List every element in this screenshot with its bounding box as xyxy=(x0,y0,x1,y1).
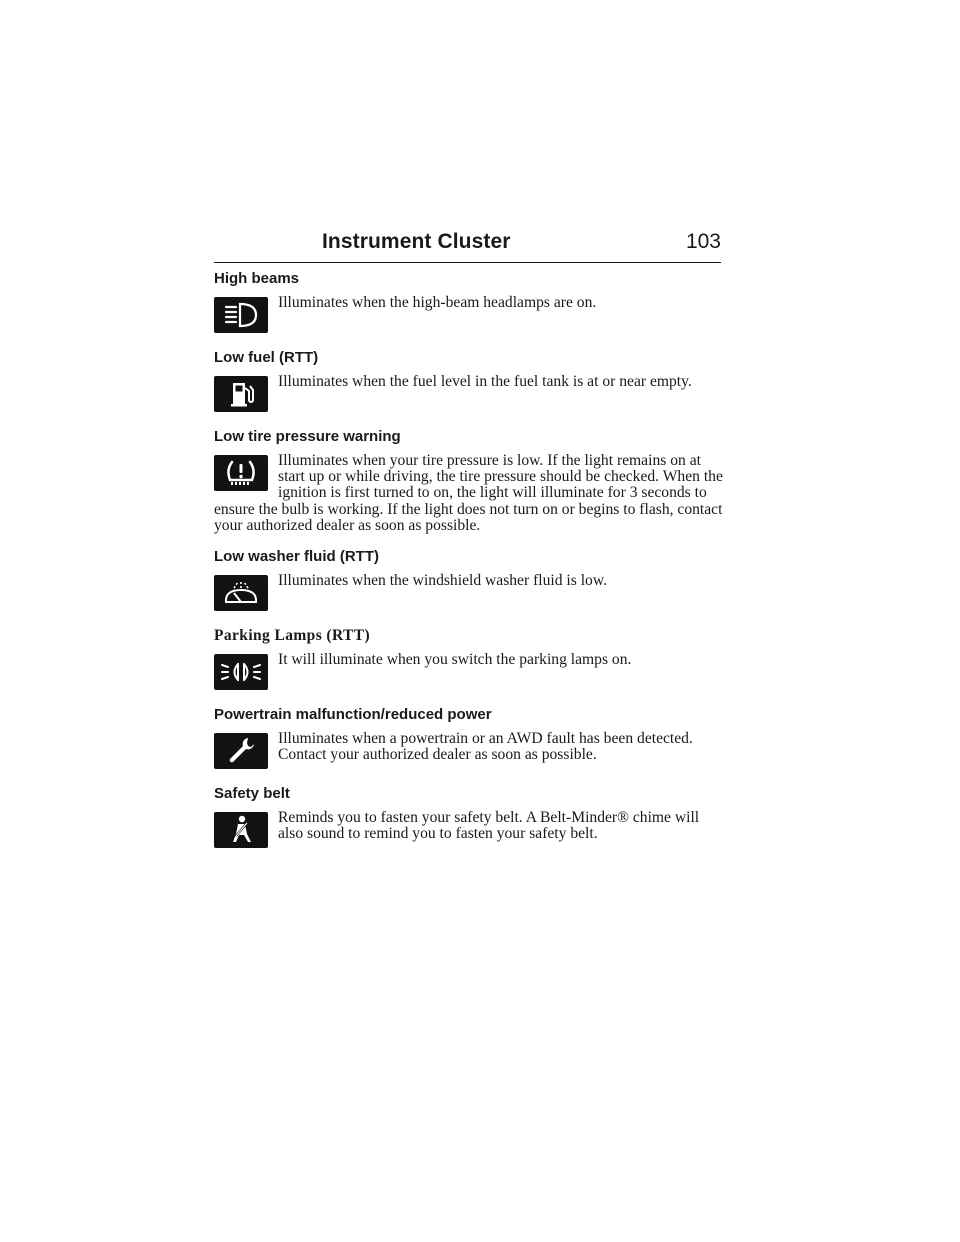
section-description: It will illuminate when you switch the parking lamps on. xyxy=(278,651,632,669)
section-title: Safety belt xyxy=(214,785,290,803)
section-header-title: Instrument Cluster xyxy=(322,230,511,253)
section-description: Illuminates when a powertrain or an AWD fault has been detected. Contact your authorized dealer as soon as possible. xyxy=(278,730,693,764)
page-number: 103 xyxy=(685,230,721,253)
section-parking-lamps xyxy=(214,626,724,692)
section-description: Illuminates when the windshield washer fluid is low. xyxy=(278,572,607,590)
fuel-pump-icon xyxy=(214,376,268,412)
seat-belt-icon xyxy=(214,812,268,848)
section-safety-belt xyxy=(214,784,724,850)
section-title: High beams xyxy=(214,270,300,287)
section-title: Low washer fluid (RTT) xyxy=(214,548,379,566)
section-title: Powertrain malfunction/reduced power xyxy=(214,706,492,724)
section-high-beams xyxy=(214,269,724,335)
section-description: Illuminates when your tire pressure is low. If the light remains on at start up or while driving, the tire pressure should be checked. When the ignition is first turned to on, the light will illuminate for 3 seconds to ensure the bulb is working. If the light does not turn on or begins to flash, contact your authorized dealer as soon as possible. xyxy=(214,452,723,534)
section-description: Illuminates when the high-beam headlamps are on. xyxy=(278,294,597,311)
wrench-icon xyxy=(214,733,268,769)
section-low-fuel xyxy=(214,348,724,414)
manual-content xyxy=(214,269,724,863)
washer-fluid-icon xyxy=(214,575,268,611)
high-beam-icon xyxy=(214,297,268,333)
section-title: Low tire pressure warning xyxy=(214,428,401,445)
section-description: Reminds you to fasten your safety belt. A Belt-Minder® chime will also sound to remind you to fasten your safety belt. xyxy=(278,809,700,843)
parking-lamps-icon xyxy=(214,654,268,690)
section-title: Parking Lamps (RTT) xyxy=(214,627,371,645)
section-low-tire-pressure xyxy=(214,427,724,534)
tire-pressure-icon xyxy=(214,455,268,491)
section-title: Low fuel (RTT) xyxy=(214,349,319,366)
page-header xyxy=(214,226,721,263)
section-low-washer-fluid xyxy=(214,547,724,613)
section-description: Illuminates when the fuel level in the fuel tank is at or near empty. xyxy=(278,373,692,390)
section-powertrain-malfunction xyxy=(214,705,724,771)
